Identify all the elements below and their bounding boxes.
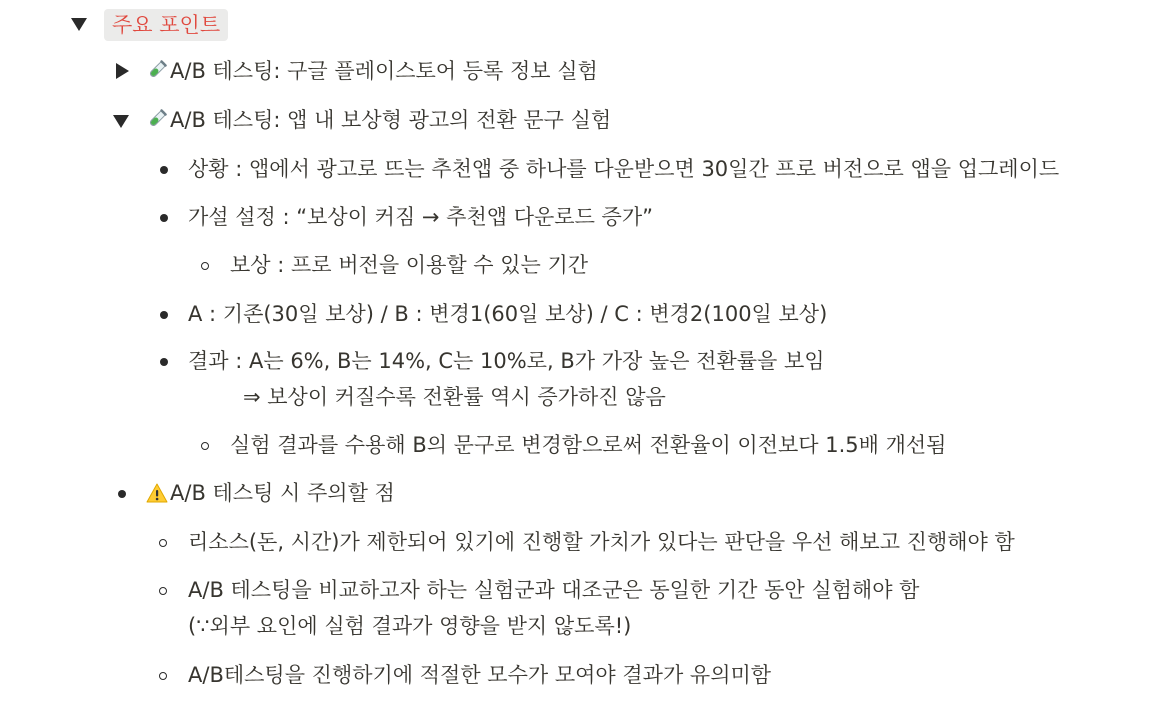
- caution-item: A/B 테스팅을 비교하고자 하는 실험군과 대조군은 동일한 기간 동안 실험해야 함: [188, 578, 920, 602]
- test-tube-icon: [146, 59, 168, 88]
- toggle-arrow-playstore[interactable]: [116, 63, 129, 79]
- bullet-disc-icon: [160, 166, 168, 174]
- result-text: 결과 : A는 6%, B는 14%, C는 10%로, B가 가장 높은 전환률을 보임: [188, 349, 825, 373]
- outcome-text: 실험 결과를 수용해 B의 문구로 변경함으로써 전환율이 이전보다 1.5배 개선됨: [230, 433, 947, 457]
- bullet-circle-icon: [201, 442, 209, 450]
- hypothesis-text: 가설 설정 : “보상이 커짐 → 추천앱 다운로드 증가”: [188, 205, 653, 229]
- variants-text: A : 기존(30일 보상) / B : 변경1(60일 보상) / C : 변경2(100일 보상): [188, 302, 828, 326]
- caution-title-label: A/B 테스팅 시 주의할 점: [170, 481, 395, 505]
- toggle-label: A/B 테스팅: 앱 내 보상형 광고의 전환 문구 실험: [170, 108, 612, 132]
- bullet-disc-icon: [118, 490, 126, 498]
- warning-icon: [146, 482, 168, 510]
- caution-item-note: (∵외부 요인에 실험 결과가 영향을 받지 않도록!): [188, 614, 632, 638]
- caution-item: A/B테스팅을 진행하기에 적절한 모수가 모여야 결과가 유의미함: [188, 663, 772, 687]
- bullet-disc-icon: [160, 358, 168, 366]
- toggle-reward-ad-experiment[interactable]: [146, 106, 611, 137]
- result-note-text: ⇒ 보상이 커질수록 전환률 역시 증가하진 않음: [243, 385, 666, 409]
- main-toggle-label[interactable]: 주요 포인트: [104, 9, 228, 41]
- bullet-circle-icon: [159, 587, 167, 595]
- situation-text: 상황 : 앱에서 광고로 뜨는 추천앱 중 하나를 다운받으면 30일간 프로 버전으로 앱을 업그레이드: [188, 157, 1060, 181]
- toggle-playstore-experiment[interactable]: [146, 57, 598, 88]
- main-toggle-arrow[interactable]: [71, 18, 87, 31]
- toggle-arrow-reward-ad[interactable]: [113, 115, 129, 128]
- bullet-circle-icon: [201, 262, 209, 270]
- bullet-circle-icon: [159, 672, 167, 680]
- caution-title: [146, 479, 395, 510]
- bullet-disc-icon: [160, 311, 168, 319]
- test-tube-icon: [146, 108, 168, 137]
- bullet-circle-icon: [159, 539, 167, 547]
- caution-item: 리소스(돈, 시간)가 제한되어 있기에 진행할 가치가 있다는 판단을 우선 해보고 진행해야 함: [188, 530, 1015, 554]
- reward-definition-text: 보상 : 프로 버전을 이용할 수 있는 기간: [230, 253, 589, 277]
- bullet-disc-icon: [160, 214, 168, 222]
- toggle-label: A/B 테스팅: 구글 플레이스토어 등록 정보 실험: [170, 59, 598, 83]
